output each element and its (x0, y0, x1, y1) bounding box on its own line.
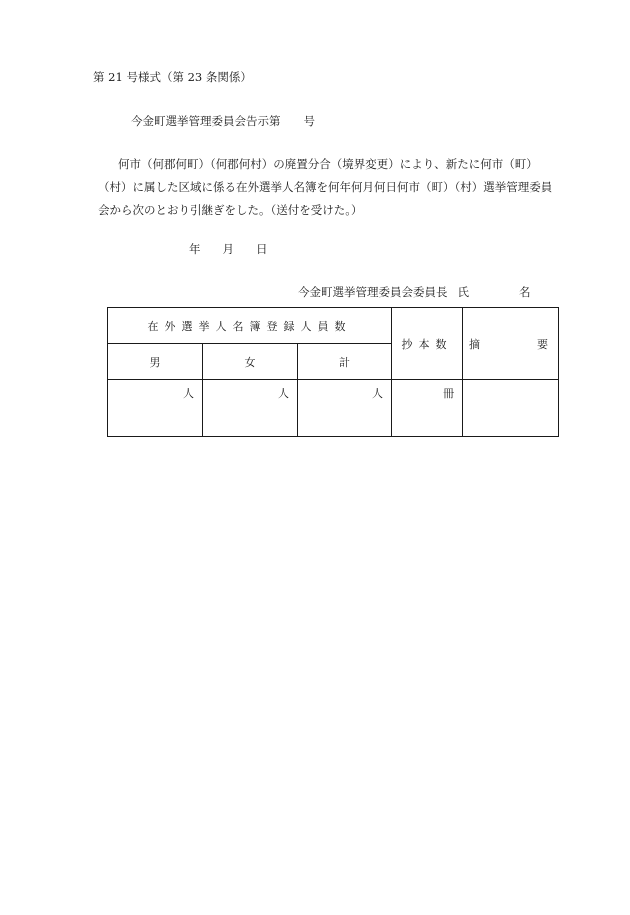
date-day: 日 (256, 242, 268, 256)
total-cell (298, 380, 392, 437)
male-cell (108, 380, 203, 437)
form-number: 第 21 号様式（第 23 条関係） (93, 70, 252, 84)
female-header: 女 (203, 344, 298, 380)
date-month: 月 (222, 242, 234, 256)
signature-office: 今金町選挙管理委員会委員長 (298, 285, 448, 299)
notice-title: 今金町選挙管理委員会告示第 号 (131, 114, 315, 128)
summary-header-left: 摘 (469, 337, 481, 351)
date-line (189, 241, 268, 257)
copies-unit: 冊 (443, 387, 455, 400)
signature-line (298, 284, 531, 300)
copies-cell (392, 380, 463, 437)
copies-header: 抄本数 (392, 308, 463, 380)
total-unit: 人 (372, 387, 384, 400)
body-paragraph: 何市（何郡何町）（何郡何村）の廃置分合（境界変更）により、新たに何市（町）（村）に属した区域に係る在外選挙人名簿を何年何月何日何市（町）（村）選挙管理委員会から次のとおり引継ぎをした。（送付を受けた。） (98, 157, 553, 217)
date-year: 年 (189, 242, 201, 256)
register-table (107, 307, 559, 437)
summary-header (463, 308, 559, 380)
signature-name-part1: 氏 (457, 285, 469, 299)
male-unit: 人 (183, 387, 194, 400)
total-header: 計 (298, 344, 392, 380)
female-cell (203, 380, 298, 437)
signature-name-part2: 名 (519, 285, 531, 299)
registered-count-header: 在外選挙人名簿登録人員数 (108, 308, 392, 344)
male-header: 男 (108, 344, 203, 380)
female-unit: 人 (278, 387, 289, 400)
summary-header-right: 要 (537, 337, 549, 351)
summary-cell (463, 380, 559, 437)
